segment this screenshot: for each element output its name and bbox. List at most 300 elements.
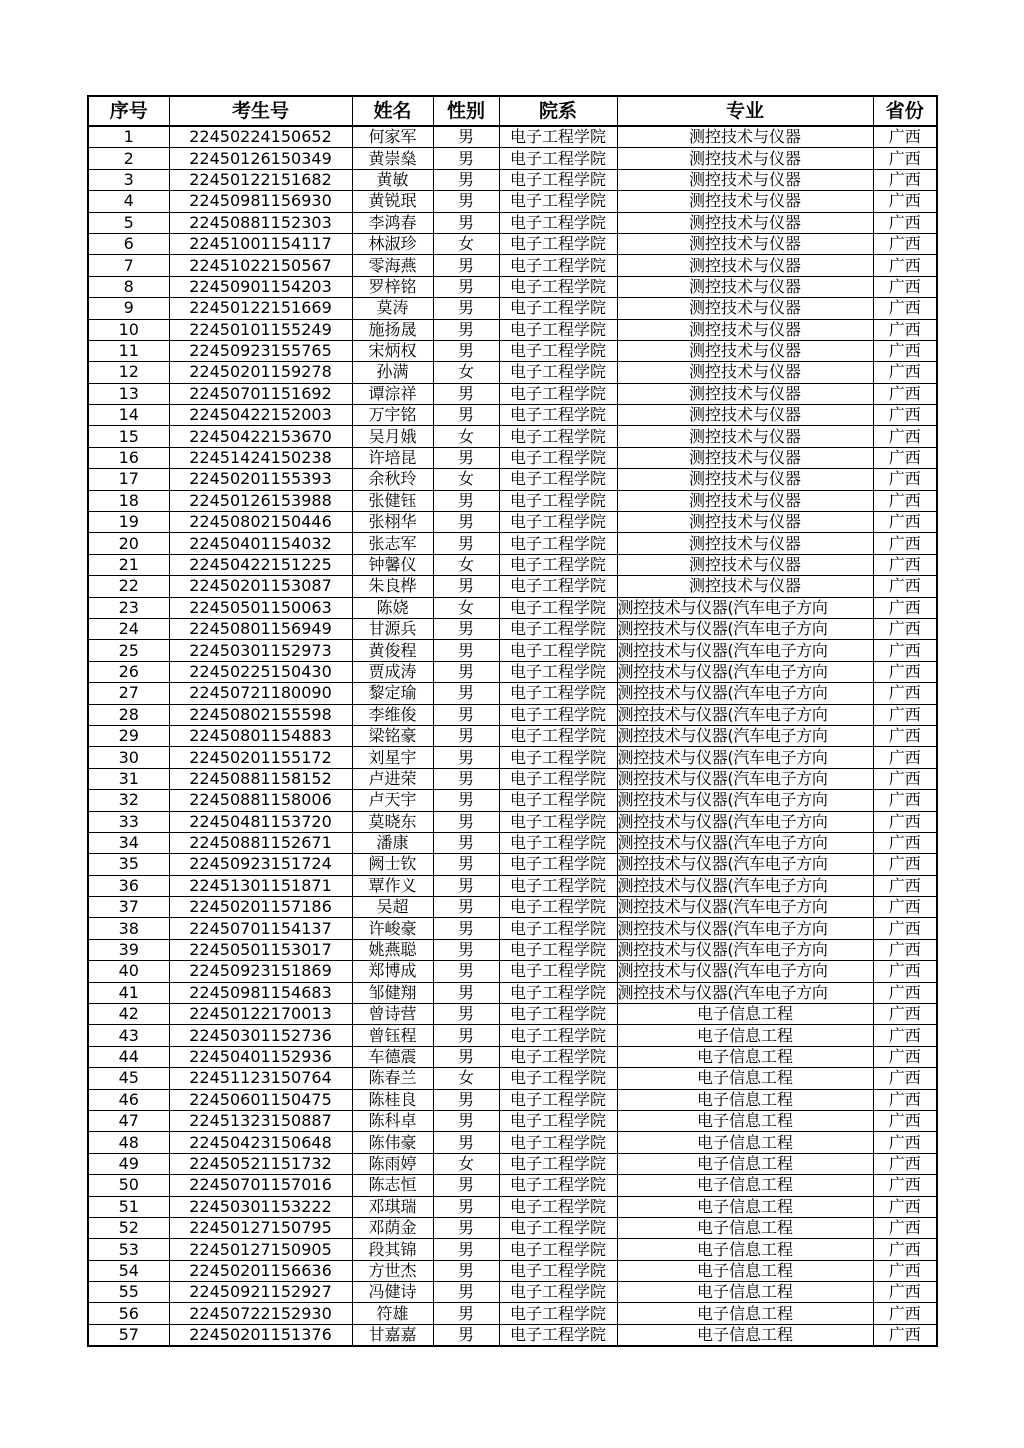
cell-major: 电子信息工程 [617, 1324, 873, 1346]
cell-gender: 男 [433, 212, 499, 233]
cell-name: 卢进荣 [352, 768, 433, 789]
cell-province: 广西 [873, 1303, 937, 1324]
cell-exam-number: 22450601150475 [169, 1089, 352, 1110]
cell-index: 20 [88, 533, 169, 554]
cell-gender: 男 [433, 126, 499, 148]
cell-gender: 男 [433, 1324, 499, 1346]
cell-major: 电子信息工程 [617, 1217, 873, 1238]
cell-exam-number: 22450201157186 [169, 897, 352, 918]
cell-province: 广西 [873, 1260, 937, 1281]
cell-index: 19 [88, 512, 169, 533]
cell-province: 广西 [873, 490, 937, 511]
header-major: 专业 [617, 96, 873, 126]
cell-major: 测控技术与仪器 [617, 148, 873, 169]
cell-index: 46 [88, 1089, 169, 1110]
cell-gender: 男 [433, 340, 499, 361]
cell-gender: 男 [433, 298, 499, 319]
cell-name: 冯健诗 [352, 1282, 433, 1303]
cell-province: 广西 [873, 319, 937, 340]
cell-major: 测控技术与仪器(汽车电子方向 [617, 640, 873, 661]
cell-major: 测控技术与仪器 [617, 169, 873, 190]
cell-major: 电子信息工程 [617, 1025, 873, 1046]
cell-department: 电子工程学院 [499, 661, 617, 682]
cell-index: 37 [88, 897, 169, 918]
cell-exam-number: 22450923155765 [169, 340, 352, 361]
cell-gender: 男 [433, 276, 499, 297]
cell-department: 电子工程学院 [499, 276, 617, 297]
cell-department: 电子工程学院 [499, 426, 617, 447]
cell-name: 黄锐珉 [352, 191, 433, 212]
cell-major: 测控技术与仪器(汽车电子方向 [617, 747, 873, 768]
cell-gender: 男 [433, 1196, 499, 1217]
cell-name: 陈科卓 [352, 1110, 433, 1131]
cell-index: 57 [88, 1324, 169, 1346]
cell-major: 测控技术与仪器 [617, 212, 873, 233]
cell-index: 49 [88, 1153, 169, 1174]
cell-gender: 男 [433, 961, 499, 982]
cell-exam-number: 22450701157016 [169, 1175, 352, 1196]
cell-exam-number: 22450981154683 [169, 982, 352, 1003]
table-row [88, 1175, 937, 1196]
cell-index: 50 [88, 1175, 169, 1196]
cell-gender: 男 [433, 1217, 499, 1238]
cell-department: 电子工程学院 [499, 148, 617, 169]
cell-major: 测控技术与仪器 [617, 255, 873, 276]
cell-province: 广西 [873, 426, 937, 447]
cell-exam-number: 22450201155393 [169, 469, 352, 490]
cell-province: 广西 [873, 1217, 937, 1238]
cell-major: 电子信息工程 [617, 1282, 873, 1303]
cell-exam-number: 22450901154203 [169, 276, 352, 297]
cell-province: 广西 [873, 191, 937, 212]
cell-index: 28 [88, 704, 169, 725]
table-row [88, 426, 937, 447]
cell-gender: 男 [433, 1025, 499, 1046]
cell-gender: 男 [433, 897, 499, 918]
student-roster-table [87, 95, 938, 1347]
cell-major: 测控技术与仪器 [617, 554, 873, 575]
cell-province: 广西 [873, 725, 937, 746]
cell-major: 测控技术与仪器 [617, 490, 873, 511]
cell-gender: 男 [433, 1046, 499, 1067]
table-row [88, 1089, 937, 1110]
cell-name: 吴月娥 [352, 426, 433, 447]
cell-name: 林淑珍 [352, 233, 433, 254]
cell-exam-number: 22450802155598 [169, 704, 352, 725]
cell-major: 测控技术与仪器(汽车电子方向 [617, 811, 873, 832]
cell-name: 段其锦 [352, 1239, 433, 1260]
cell-name: 邓琪瑞 [352, 1196, 433, 1217]
cell-exam-number: 22450301152736 [169, 1025, 352, 1046]
cell-gender: 男 [433, 918, 499, 939]
cell-province: 广西 [873, 704, 937, 725]
cell-major: 测控技术与仪器 [617, 191, 873, 212]
table-row [88, 1004, 937, 1025]
cell-exam-number: 22450423150648 [169, 1132, 352, 1153]
cell-index: 53 [88, 1239, 169, 1260]
cell-department: 电子工程学院 [499, 1089, 617, 1110]
cell-major: 电子信息工程 [617, 1303, 873, 1324]
cell-gender: 男 [433, 1110, 499, 1131]
cell-department: 电子工程学院 [499, 1175, 617, 1196]
cell-name: 何家军 [352, 126, 433, 148]
cell-exam-number: 22450722152930 [169, 1303, 352, 1324]
cell-index: 17 [88, 469, 169, 490]
cell-gender: 男 [433, 191, 499, 212]
cell-province: 广西 [873, 1110, 937, 1131]
cell-name: 钟馨仪 [352, 554, 433, 575]
table-row [88, 490, 937, 511]
cell-name: 车德震 [352, 1046, 433, 1067]
cell-index: 6 [88, 233, 169, 254]
cell-gender: 男 [433, 1260, 499, 1281]
cell-exam-number: 22450201151376 [169, 1324, 352, 1346]
cell-gender: 男 [433, 1132, 499, 1153]
cell-major: 测控技术与仪器 [617, 533, 873, 554]
cell-major: 测控技术与仪器 [617, 469, 873, 490]
cell-department: 电子工程学院 [499, 1153, 617, 1174]
cell-major: 测控技术与仪器 [617, 362, 873, 383]
cell-major: 测控技术与仪器 [617, 512, 873, 533]
cell-exam-number: 22450881152303 [169, 212, 352, 233]
table-row [88, 982, 937, 1003]
table-row [88, 768, 937, 789]
cell-name: 曾钰程 [352, 1025, 433, 1046]
cell-province: 广西 [873, 1175, 937, 1196]
cell-index: 56 [88, 1303, 169, 1324]
cell-gender: 男 [433, 405, 499, 426]
cell-index: 39 [88, 939, 169, 960]
cell-index: 13 [88, 383, 169, 404]
cell-exam-number: 22450701151692 [169, 383, 352, 404]
cell-index: 10 [88, 319, 169, 340]
table-row [88, 212, 937, 233]
header-department: 院系 [499, 96, 617, 126]
cell-exam-number: 22450301153222 [169, 1196, 352, 1217]
cell-name: 符雄 [352, 1303, 433, 1324]
cell-exam-number: 22450122151669 [169, 298, 352, 319]
cell-major: 测控技术与仪器 [617, 276, 873, 297]
cell-major: 测控技术与仪器(汽车电子方向 [617, 897, 873, 918]
cell-name: 莫涛 [352, 298, 433, 319]
cell-index: 30 [88, 747, 169, 768]
table-row [88, 469, 937, 490]
cell-index: 44 [88, 1046, 169, 1067]
cell-department: 电子工程学院 [499, 1324, 617, 1346]
cell-province: 广西 [873, 512, 937, 533]
cell-gender: 男 [433, 939, 499, 960]
cell-major: 测控技术与仪器(汽车电子方向 [617, 982, 873, 1003]
cell-department: 电子工程学院 [499, 704, 617, 725]
cell-province: 广西 [873, 1046, 937, 1067]
cell-exam-number: 22450101155249 [169, 319, 352, 340]
cell-index: 26 [88, 661, 169, 682]
cell-major: 测控技术与仪器(汽车电子方向 [617, 725, 873, 746]
cell-province: 广西 [873, 854, 937, 875]
table-row [88, 1132, 937, 1153]
cell-name: 刘星宇 [352, 747, 433, 768]
cell-index: 45 [88, 1068, 169, 1089]
table-row [88, 533, 937, 554]
cell-province: 广西 [873, 790, 937, 811]
cell-gender: 男 [433, 148, 499, 169]
cell-gender: 男 [433, 169, 499, 190]
cell-department: 电子工程学院 [499, 832, 617, 853]
cell-department: 电子工程学院 [499, 1282, 617, 1303]
cell-name: 谭淙祥 [352, 383, 433, 404]
cell-name: 曾诗营 [352, 1004, 433, 1025]
cell-province: 广西 [873, 576, 937, 597]
cell-index: 29 [88, 725, 169, 746]
cell-gender: 男 [433, 533, 499, 554]
cell-exam-number: 22450501150063 [169, 597, 352, 618]
cell-index: 36 [88, 875, 169, 896]
cell-name: 覃作义 [352, 875, 433, 896]
table-row [88, 1046, 937, 1067]
table-row [88, 298, 937, 319]
table-row [88, 1196, 937, 1217]
cell-major: 测控技术与仪器 [617, 447, 873, 468]
cell-exam-number: 22451001154117 [169, 233, 352, 254]
cell-index: 32 [88, 790, 169, 811]
cell-name: 黄崇燊 [352, 148, 433, 169]
cell-major: 测控技术与仪器 [617, 340, 873, 361]
cell-index: 2 [88, 148, 169, 169]
table-row [88, 447, 937, 468]
cell-name: 阙士钦 [352, 854, 433, 875]
cell-province: 广西 [873, 233, 937, 254]
cell-name: 邹健翔 [352, 982, 433, 1003]
cell-province: 广西 [873, 768, 937, 789]
cell-index: 7 [88, 255, 169, 276]
cell-exam-number: 22450501153017 [169, 939, 352, 960]
cell-department: 电子工程学院 [499, 405, 617, 426]
table-row [88, 276, 937, 297]
cell-gender: 男 [433, 490, 499, 511]
cell-province: 广西 [873, 640, 937, 661]
cell-exam-number: 22450881158152 [169, 768, 352, 789]
cell-province: 广西 [873, 747, 937, 768]
cell-name: 张栩华 [352, 512, 433, 533]
cell-major: 电子信息工程 [617, 1046, 873, 1067]
cell-name: 陈春兰 [352, 1068, 433, 1089]
header-index: 序号 [88, 96, 169, 126]
cell-index: 18 [88, 490, 169, 511]
cell-index: 23 [88, 597, 169, 618]
cell-department: 电子工程学院 [499, 1196, 617, 1217]
cell-department: 电子工程学院 [499, 939, 617, 960]
cell-department: 电子工程学院 [499, 1260, 617, 1281]
cell-major: 测控技术与仪器(汽车电子方向 [617, 768, 873, 789]
cell-exam-number: 22450422151225 [169, 554, 352, 575]
cell-major: 测控技术与仪器 [617, 405, 873, 426]
cell-province: 广西 [873, 832, 937, 853]
cell-department: 电子工程学院 [499, 233, 617, 254]
cell-major: 电子信息工程 [617, 1110, 873, 1131]
table-row [88, 1068, 937, 1089]
cell-province: 广西 [873, 1153, 937, 1174]
cell-exam-number: 22450225150430 [169, 661, 352, 682]
cell-major: 电子信息工程 [617, 1004, 873, 1025]
cell-major: 测控技术与仪器(汽车电子方向 [617, 832, 873, 853]
cell-exam-number: 22450481153720 [169, 811, 352, 832]
cell-index: 35 [88, 854, 169, 875]
cell-department: 电子工程学院 [499, 747, 617, 768]
cell-name: 宋炳权 [352, 340, 433, 361]
cell-name: 李鸿春 [352, 212, 433, 233]
cell-department: 电子工程学院 [499, 319, 617, 340]
cell-department: 电子工程学院 [499, 1004, 617, 1025]
cell-index: 14 [88, 405, 169, 426]
cell-name: 陈桂良 [352, 1089, 433, 1110]
cell-department: 电子工程学院 [499, 725, 617, 746]
cell-major: 测控技术与仪器(汽车电子方向 [617, 939, 873, 960]
cell-gender: 男 [433, 747, 499, 768]
cell-gender: 男 [433, 319, 499, 340]
table-row [88, 725, 937, 746]
table-row [88, 1110, 937, 1131]
cell-exam-number: 22450201159278 [169, 362, 352, 383]
cell-exam-number: 22450201156636 [169, 1260, 352, 1281]
cell-department: 电子工程学院 [499, 1303, 617, 1324]
table-row [88, 1025, 937, 1046]
cell-name: 陈伟豪 [352, 1132, 433, 1153]
header-row [88, 96, 937, 126]
cell-gender: 男 [433, 1239, 499, 1260]
table-row [88, 576, 937, 597]
cell-name: 张健钰 [352, 490, 433, 511]
cell-gender: 男 [433, 854, 499, 875]
cell-exam-number: 22450127150905 [169, 1239, 352, 1260]
table-row [88, 918, 937, 939]
cell-name: 张志军 [352, 533, 433, 554]
cell-department: 电子工程学院 [499, 340, 617, 361]
cell-exam-number: 22450126153988 [169, 490, 352, 511]
cell-major: 测控技术与仪器(汽车电子方向 [617, 854, 873, 875]
cell-major: 测控技术与仪器(汽车电子方向 [617, 597, 873, 618]
cell-major: 测控技术与仪器 [617, 383, 873, 404]
table-row [88, 319, 937, 340]
cell-exam-number: 22451301151871 [169, 875, 352, 896]
cell-province: 广西 [873, 1004, 937, 1025]
table-row [88, 1217, 937, 1238]
cell-name: 许培昆 [352, 447, 433, 468]
table-row [88, 1153, 937, 1174]
cell-department: 电子工程学院 [499, 447, 617, 468]
cell-department: 电子工程学院 [499, 533, 617, 554]
table-row [88, 1239, 937, 1260]
cell-major: 测控技术与仪器(汽车电子方向 [617, 790, 873, 811]
cell-department: 电子工程学院 [499, 1046, 617, 1067]
cell-exam-number: 22450981156930 [169, 191, 352, 212]
cell-major: 测控技术与仪器 [617, 319, 873, 340]
cell-name: 陈娆 [352, 597, 433, 618]
cell-department: 电子工程学院 [499, 961, 617, 982]
cell-department: 电子工程学院 [499, 191, 617, 212]
cell-province: 广西 [873, 683, 937, 704]
cell-exam-number: 22451323150887 [169, 1110, 352, 1131]
cell-index: 31 [88, 768, 169, 789]
cell-major: 测控技术与仪器(汽车电子方向 [617, 683, 873, 704]
cell-department: 电子工程学院 [499, 1068, 617, 1089]
header-gender: 性别 [433, 96, 499, 126]
cell-province: 广西 [873, 298, 937, 319]
cell-gender: 男 [433, 982, 499, 1003]
cell-gender: 男 [433, 1175, 499, 1196]
table-row [88, 1282, 937, 1303]
cell-department: 电子工程学院 [499, 362, 617, 383]
table-row [88, 704, 937, 725]
cell-name: 郑博成 [352, 961, 433, 982]
cell-department: 电子工程学院 [499, 768, 617, 789]
table-row [88, 233, 937, 254]
cell-department: 电子工程学院 [499, 597, 617, 618]
header-exam-number: 考生号 [169, 96, 352, 126]
cell-index: 52 [88, 1217, 169, 1238]
cell-province: 广西 [873, 1324, 937, 1346]
cell-exam-number: 22450923151869 [169, 961, 352, 982]
cell-province: 广西 [873, 255, 937, 276]
cell-name: 黄敏 [352, 169, 433, 190]
table-row [88, 875, 937, 896]
cell-index: 24 [88, 618, 169, 639]
cell-province: 广西 [873, 897, 937, 918]
cell-department: 电子工程学院 [499, 918, 617, 939]
cell-exam-number: 22450701154137 [169, 918, 352, 939]
cell-department: 电子工程学院 [499, 640, 617, 661]
cell-gender: 男 [433, 811, 499, 832]
cell-index: 43 [88, 1025, 169, 1046]
cell-province: 广西 [873, 961, 937, 982]
cell-name: 陈志恒 [352, 1175, 433, 1196]
cell-name: 卢天宇 [352, 790, 433, 811]
table-row [88, 832, 937, 853]
cell-gender: 男 [433, 875, 499, 896]
table-row [88, 126, 937, 148]
cell-province: 广西 [873, 554, 937, 575]
table-row [88, 790, 937, 811]
cell-name: 方世杰 [352, 1260, 433, 1281]
cell-gender: 男 [433, 725, 499, 746]
cell-province: 广西 [873, 148, 937, 169]
cell-exam-number: 22450881158006 [169, 790, 352, 811]
cell-name: 李维俊 [352, 704, 433, 725]
cell-province: 广西 [873, 939, 937, 960]
cell-exam-number: 22450921152927 [169, 1282, 352, 1303]
cell-province: 广西 [873, 1239, 937, 1260]
cell-exam-number: 22450881152671 [169, 832, 352, 853]
cell-province: 广西 [873, 533, 937, 554]
cell-exam-number: 22450126150349 [169, 148, 352, 169]
cell-index: 15 [88, 426, 169, 447]
table-body [88, 126, 937, 1346]
cell-name: 孙满 [352, 362, 433, 383]
cell-gender: 男 [433, 832, 499, 853]
cell-department: 电子工程学院 [499, 169, 617, 190]
cell-major: 测控技术与仪器(汽车电子方向 [617, 704, 873, 725]
cell-index: 48 [88, 1132, 169, 1153]
cell-exam-number: 22450201153087 [169, 576, 352, 597]
table-row [88, 340, 937, 361]
table-header [88, 96, 937, 126]
table-row [88, 362, 937, 383]
cell-name: 邓荫金 [352, 1217, 433, 1238]
cell-gender: 女 [433, 1068, 499, 1089]
cell-province: 广西 [873, 212, 937, 233]
cell-gender: 女 [433, 469, 499, 490]
cell-department: 电子工程学院 [499, 126, 617, 148]
cell-exam-number: 22450122151682 [169, 169, 352, 190]
